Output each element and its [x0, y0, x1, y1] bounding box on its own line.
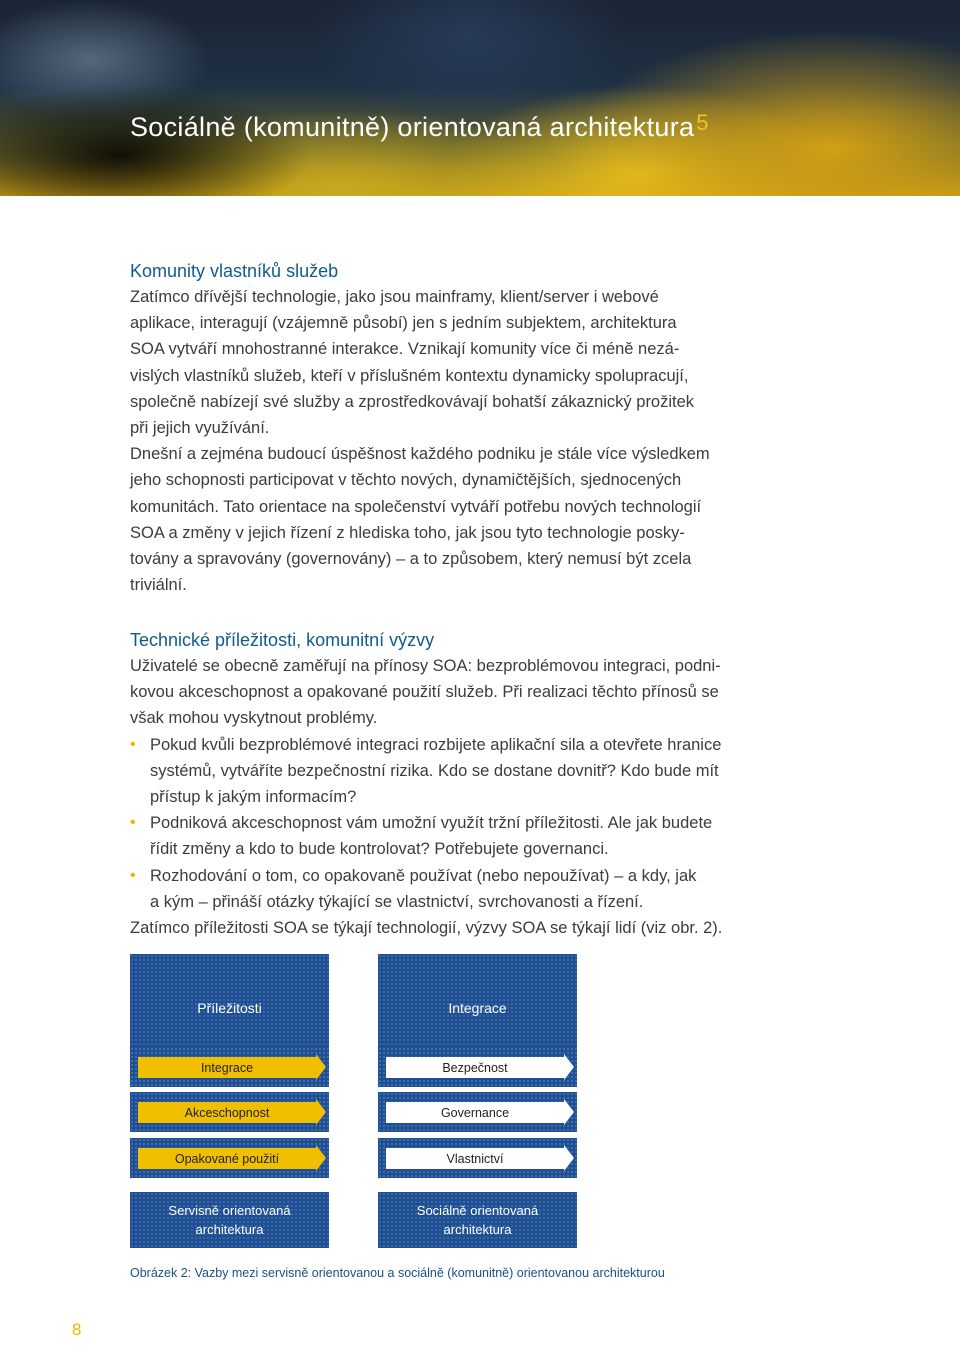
text-line: komunitách. Tato orientace na společenství vytváří potřebu nových technologií	[130, 497, 702, 516]
text-line: Dnešní a zejména budoucí úspěšnost každého podniku je stále více výsledkem	[130, 445, 710, 464]
text-line: společně nabízejí své služby a zprostředkovávají bohatší zákaznický prožitek	[130, 392, 695, 411]
text-line: Uživatelé se obecně zaměřují na přínosy SOA: bezproblémovou integraci, podni-	[130, 657, 721, 675]
text-line: Zatímco dřívější technologie, jako jsou mainframy, klient/server i webové	[130, 288, 659, 306]
text-line: však mohou vyskytnout problémy.	[130, 709, 378, 728]
section-community-owners	[130, 258, 830, 598]
footer-line: Servisně orientovaná	[168, 1203, 291, 1218]
right-row-band	[378, 1092, 577, 1132]
text-line: Podniková akceschopnost vám umožní využít tržní příležitosti. Ale jak budete	[150, 814, 713, 833]
arrow-label: Opakované použití	[138, 1148, 316, 1169]
list-item	[130, 863, 830, 915]
text-line: a kým – přináší otázky týkající se vlastnictví, svrchovanosti a řízení.	[150, 892, 644, 911]
text-line: SOA a změny v jejich řízení z hlediska toho, jak jsou tyto technologie posky-	[130, 523, 685, 542]
text-line: systémů, vytváříte bezpečnostní rizika. Kdo se dostane dovnitř? Kdo bude mít	[150, 761, 719, 780]
text-line: továny a spravovány (governovány) – a to způsobem, který nemusí být zcela	[130, 550, 692, 569]
arrow-label: Integrace	[138, 1057, 316, 1078]
text-line: řídit změny a kdo to bude kontrolovat? Potřebujete governanci.	[150, 840, 609, 859]
text-line: aplikace, interagují (vzájemně působí) jen s jedním subjektem, architektura	[130, 314, 677, 333]
text-line: kovou akceschopnost a opakované použití služeb. Při realizaci těchto přínosů se	[130, 683, 719, 702]
list-item	[130, 810, 830, 862]
section-technical-opportunities	[130, 627, 830, 941]
closing-sentence: Zatímco příležitosti SOA se týkají technologií, výzvy SOA se týkají lidí (viz obr. 2).	[130, 919, 723, 938]
footer-line: architektura	[195, 1222, 264, 1237]
arrow-label: Bezpečnost	[386, 1057, 564, 1078]
page-title	[130, 112, 709, 143]
right-row-band	[378, 1138, 577, 1178]
footer-line: Sociálně orientovaná	[416, 1203, 539, 1218]
arrow-label: Vlastnictví	[386, 1148, 564, 1169]
arrow-label: Akceschopnost	[138, 1102, 316, 1123]
right-header-label: Integrace	[448, 1000, 507, 1016]
text-line: SOA vytváří mnohostranné interakce. Vznikají komunity více či méně nezá-	[130, 340, 680, 359]
text-line: Rozhodování o tom, co opakovaně používat (nebo nepoužívat) – a kdy, jak	[150, 866, 697, 885]
text-line: triviální.	[130, 576, 187, 595]
text-line: vislých vlastníků služeb, kteří v příslušném kontextu dynamicky spolupracují,	[130, 366, 689, 385]
figure-soa-relations	[130, 954, 578, 1248]
left-row-band	[130, 1047, 329, 1087]
bullet-icon: •	[130, 866, 136, 884]
list-item	[130, 732, 830, 811]
page-title-text: Sociálně (komunitně) orientovaná architektura	[130, 112, 695, 142]
page-number: 8	[72, 1320, 82, 1339]
section-heading: Komunity vlastníků služeb	[130, 261, 339, 281]
bullet-icon: •	[130, 814, 136, 832]
bullet-list	[130, 732, 830, 915]
arrow-label: Governance	[386, 1102, 564, 1123]
left-column-footer	[130, 1192, 329, 1248]
left-row-band	[130, 1138, 329, 1178]
left-row-band	[130, 1092, 329, 1132]
right-row-band	[378, 1047, 577, 1087]
text-line: jeho schopnosti participovat v těchto nových, dynamičtějších, sjednocených	[130, 471, 682, 490]
text-line: Pokud kvůli bezproblémové integraci rozbijete aplikační sila a otevřete hranice	[150, 735, 722, 754]
bullet-icon: •	[130, 735, 136, 753]
section-intro	[130, 653, 830, 732]
text-line: přístup k jakým informacím?	[150, 788, 357, 807]
left-header-label: Příležitosti	[197, 1000, 262, 1016]
text-line: při jejich využívání.	[130, 419, 270, 438]
right-column-footer	[378, 1192, 577, 1248]
section-heading: Technické příležitosti, komunitní výzvy	[130, 630, 435, 650]
footnote-marker: 5	[696, 110, 709, 135]
figure-caption: Obrázek 2: Vazby mezi servisně orientovanou a sociálně (komunitně) orientovanou architekturou	[130, 1266, 665, 1280]
footer-line: architektura	[443, 1222, 512, 1237]
section-paragraph	[130, 284, 830, 598]
header-banner	[0, 0, 960, 196]
